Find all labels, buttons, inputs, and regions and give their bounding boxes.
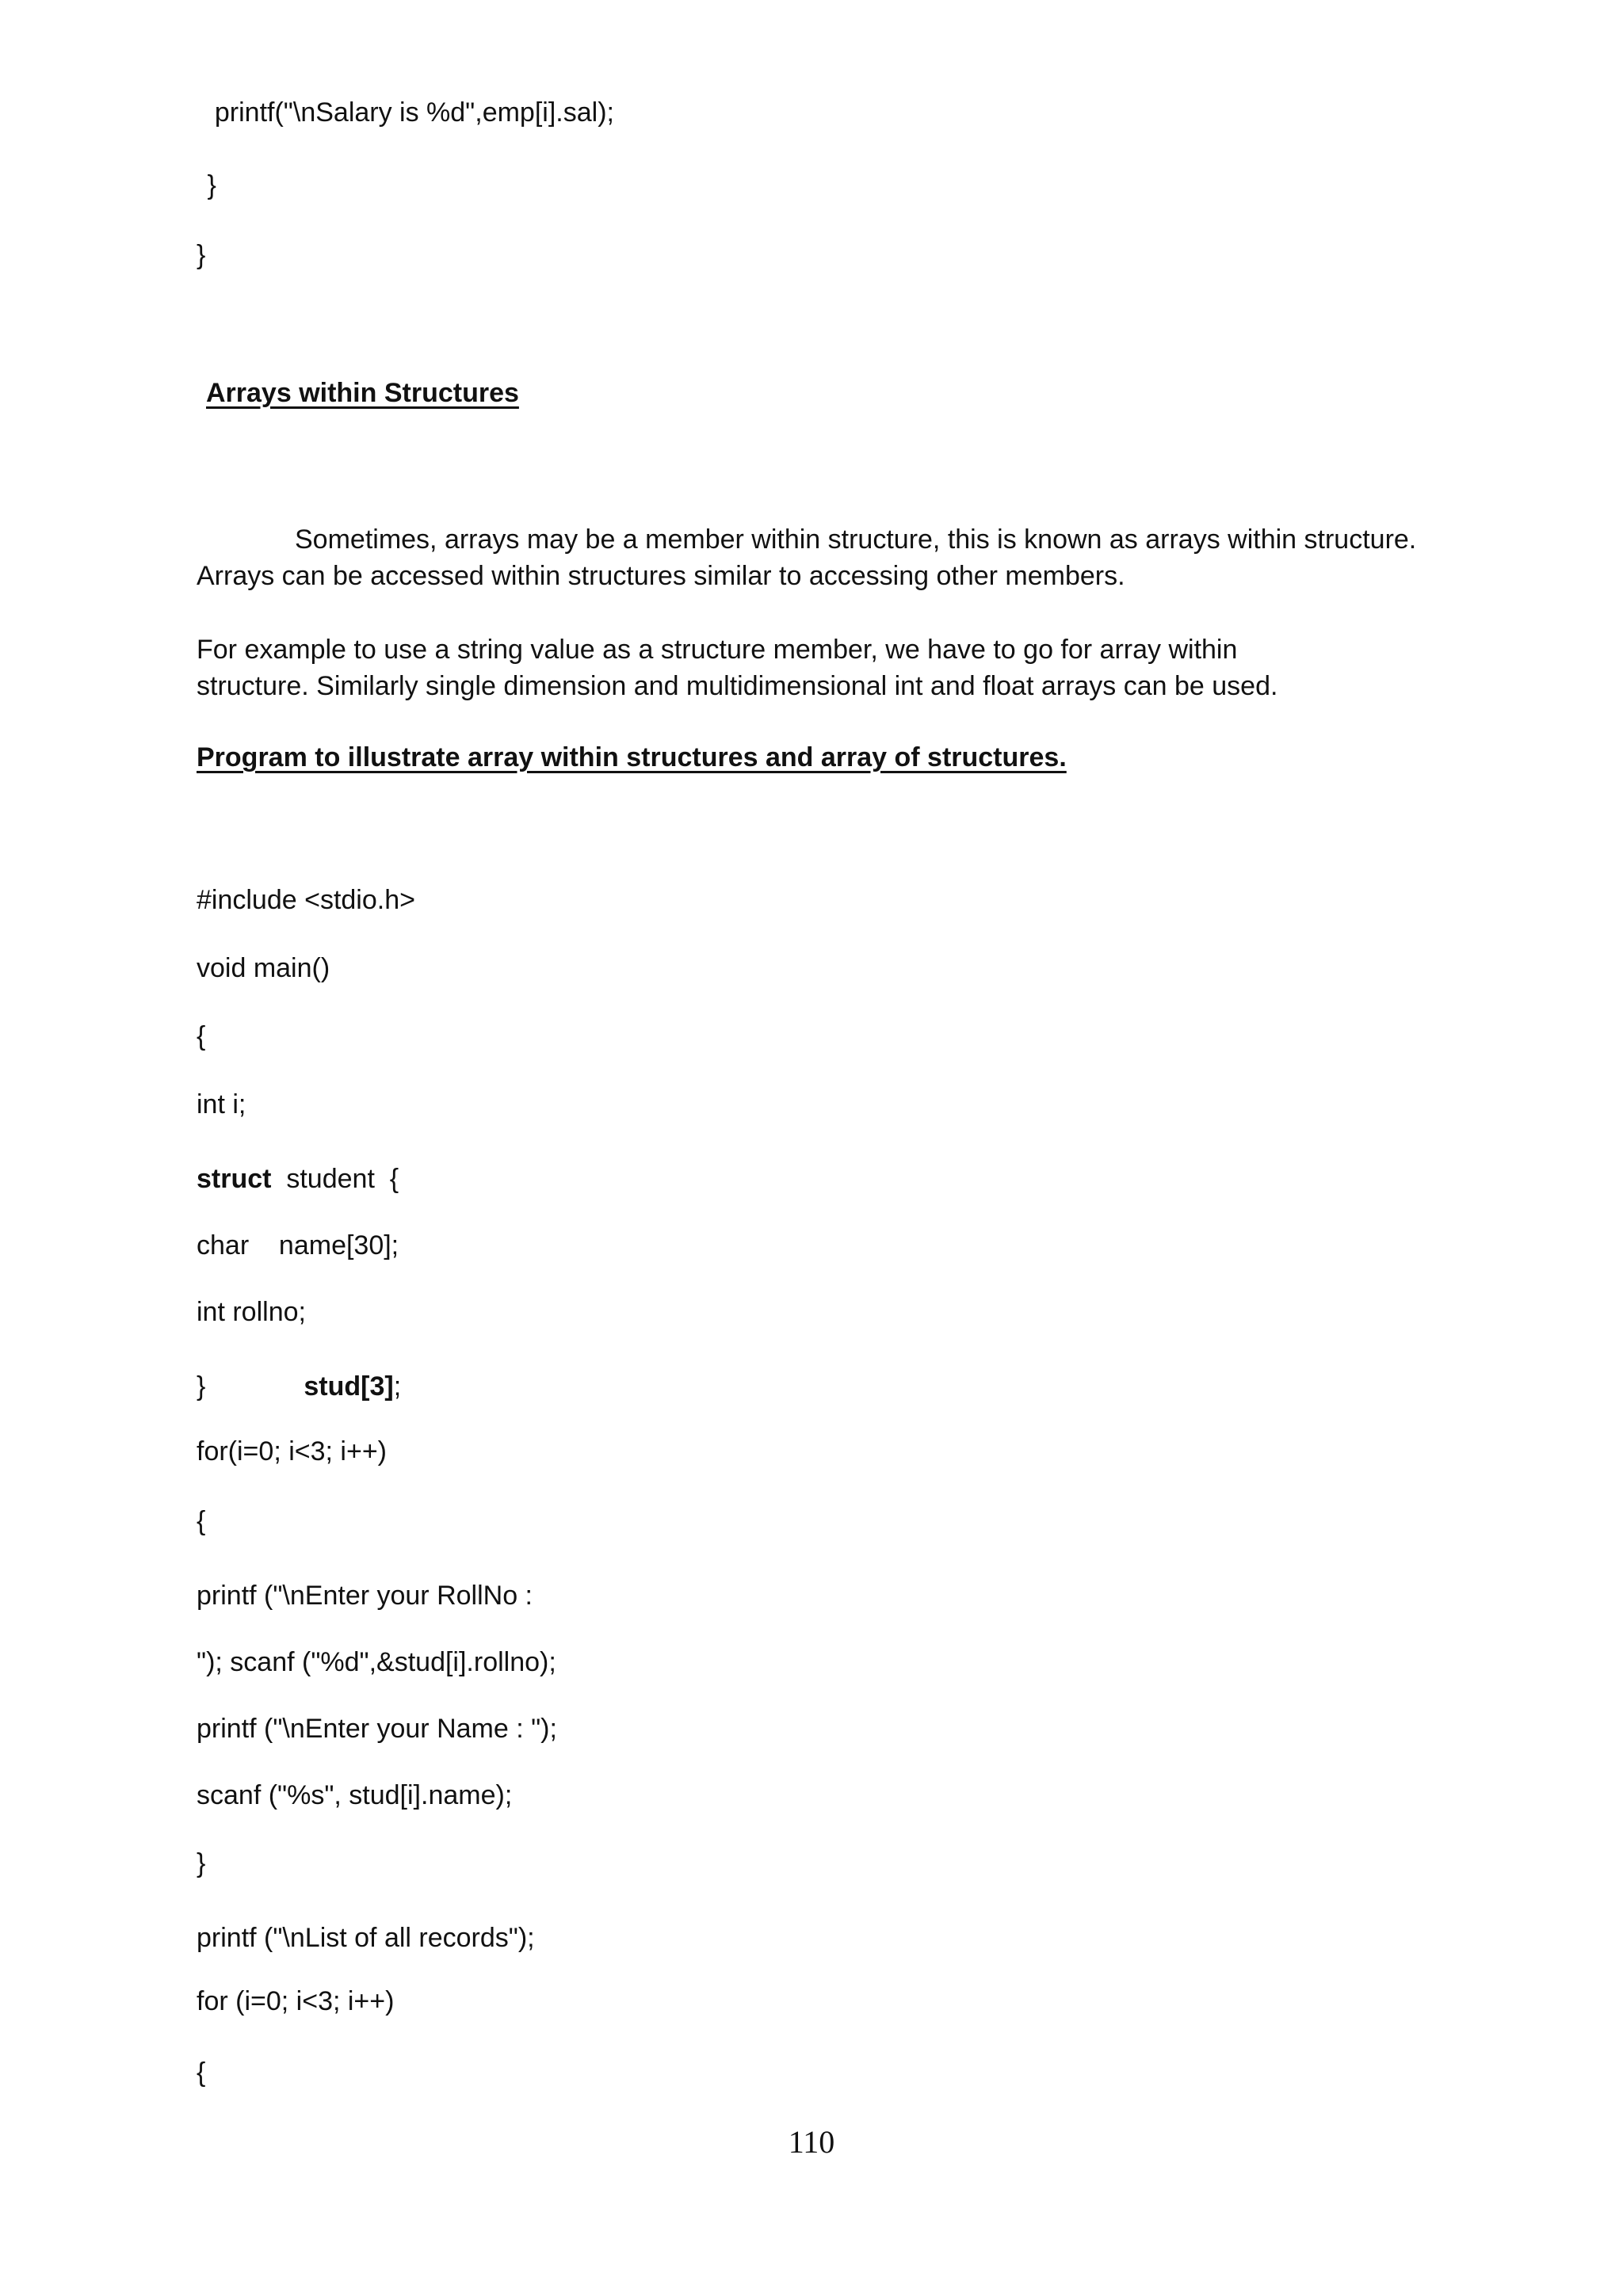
code-line-for-loop: for (i=0; i<3; i++) — [197, 1986, 395, 2016]
code-line-printf-salary: printf("\nSalary is %d",emp[i].sal); — [200, 97, 614, 128]
code-line-printf-list: printf ("\nList of all records"); — [197, 1923, 535, 1953]
struct-close-brace: } — [197, 1371, 206, 1402]
code-line-struct-close — [197, 1369, 401, 1404]
code-line-close-brace: } — [197, 1848, 206, 1878]
page-number: 110 — [788, 2124, 835, 2160]
code-line-main: void main() — [197, 953, 330, 983]
paragraph-example-line: For example to use a string value as a structure member, we have to go for array within — [197, 635, 1238, 665]
code-line-struct-declaration — [197, 1161, 399, 1196]
struct-name: student { — [271, 1164, 399, 1194]
struct-variable: stud[3] — [304, 1371, 394, 1402]
code-line-printf-name: printf ("\nEnter your Name : "); — [197, 1714, 557, 1744]
code-line-scanf-roll: "); scanf ("%d",&stud[i].rollno); — [197, 1647, 556, 1677]
code-line-for-loop: for(i=0; i<3; i++) — [197, 1436, 388, 1466]
paragraph-intro-text: Sometimes, arrays may be a member within structure, this is known as arrays within structure. Arrays can be accessed within structures similar to accessing other members. — [197, 524, 1417, 591]
code-line-printf-roll: printf ("\nEnter your RollNo : — [197, 1581, 533, 1611]
code-line-member-name: char name[30]; — [197, 1230, 399, 1261]
code-line-include: #include <stdio.h> — [197, 885, 415, 915]
struct-semicolon: ; — [393, 1371, 402, 1402]
code-line-open-brace: { — [197, 1021, 206, 1051]
code-line-close-brace: } — [197, 240, 206, 270]
program-heading: Program to illustrate array within structures and array of structures. — [197, 742, 1067, 772]
paragraph-example-line: structure. Similarly single dimension and multidimensional int and float arrays can be used. — [197, 671, 1278, 701]
code-line-member-rollno: int rollno; — [197, 1297, 306, 1327]
code-line-decl-i: int i; — [197, 1089, 246, 1119]
section-heading: Arrays within Structures — [206, 378, 519, 408]
struct-keyword: struct — [197, 1164, 272, 1194]
code-line-open-brace: { — [197, 2058, 206, 2088]
code-line-open-brace: { — [197, 1506, 206, 1536]
paragraph-intro — [197, 521, 1465, 594]
code-line-close-brace: } — [200, 170, 216, 200]
code-line-scanf-name: scanf ("%s", stud[i].name); — [197, 1780, 513, 1810]
